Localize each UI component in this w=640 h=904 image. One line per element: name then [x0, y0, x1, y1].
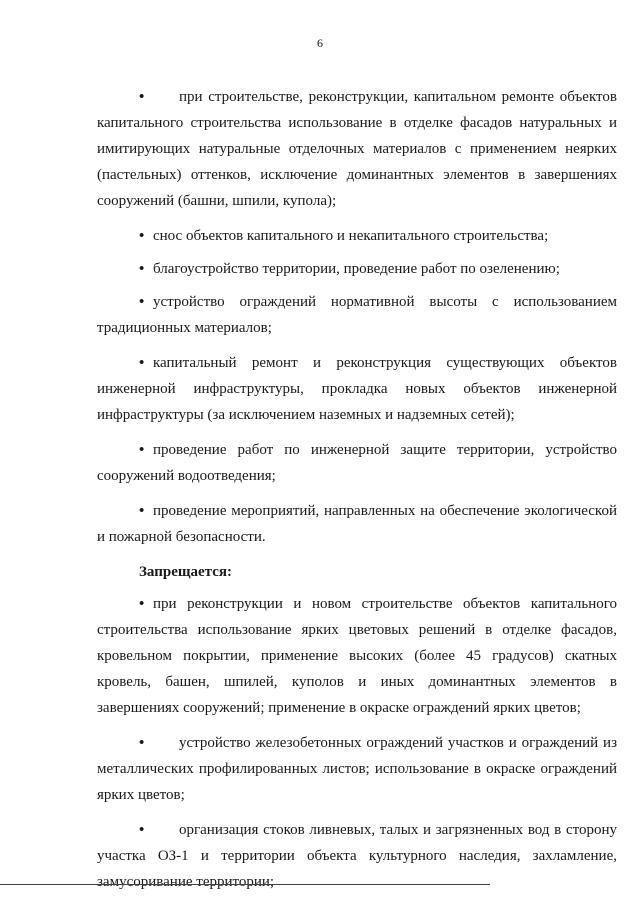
section-heading: Запрещается:: [139, 564, 233, 580]
bullet: •: [139, 442, 145, 458]
list-item-text: снос объектов капитального и некапитального строительства;: [153, 228, 549, 244]
list-item-text: организация стоков ливневых, талых и загрязненных вод в сторону участка ОЗ-1 и территории объекта культурного наследия, захламление, замусоривание территории;: [97, 822, 617, 890]
list-item-text: устройство железобетонных ограждений участков и ограждений из металлических профилированных листов; использование в окраске ограждений ярких цветов;: [97, 735, 617, 803]
list-item-text: проведение мероприятий, направленных на обеспечение экологической и пожарной безопасности.: [97, 503, 617, 545]
bullet: •: [139, 294, 145, 310]
list-item: [97, 84, 617, 214]
list-item: [97, 498, 617, 550]
bullet: •: [139, 596, 145, 612]
list-item: [97, 437, 617, 489]
list-item: [97, 350, 617, 428]
list-item: [97, 591, 617, 721]
document-body: [97, 84, 617, 904]
list-item: [97, 256, 617, 282]
list-item-text: проведение работ по инженерной защите территории, устройство сооружений водоотведения;: [97, 442, 617, 484]
list-item-text: при строительстве, реконструкции, капитальном ремонте объектов капитального строительства использование в отделке фасадов натуральных и имитирующих натуральные отделочных материалов с применением неярких (пастельных) оттенков, исключение доминантных элементов в завершениях сооружений (башни, шпили, купола);: [97, 89, 617, 209]
page-number: 6: [317, 36, 323, 50]
bullet: •: [139, 355, 145, 371]
list-item-text: при реконструкции и новом строительстве объектов капитального строительства использование ярких цветовых решений в отделке фасадов, кровельном покрытии, применение высоких (более 45 градусов) скатных кровель, башен, шпилей, куполов и иных доминантных элементов в завершениях сооружений; применение в окраске ограждений ярких цветов;: [97, 596, 617, 716]
bullet: •: [139, 228, 145, 244]
bullet: •: [139, 822, 145, 838]
list-item-text: капитальный ремонт и реконструкция существующих объектов инженерной инфраструктуры, прокладка новых объектов инженерной инфраструктуры (за исключением наземных и надземных сетей);: [97, 355, 617, 423]
list-item: [97, 730, 617, 808]
footer-divider: [0, 884, 490, 885]
bullet: •: [139, 735, 145, 751]
bullet: •: [139, 503, 145, 519]
list-item-text: устройство ограждений нормативной высоты с использованием традиционных материалов;: [97, 294, 617, 336]
bullet: •: [139, 89, 145, 105]
list-item-text: благоустройство территории, проведение работ по озеленению;: [153, 261, 560, 277]
bullet: •: [139, 261, 145, 277]
list-item: [97, 223, 617, 249]
list-item: [97, 289, 617, 341]
